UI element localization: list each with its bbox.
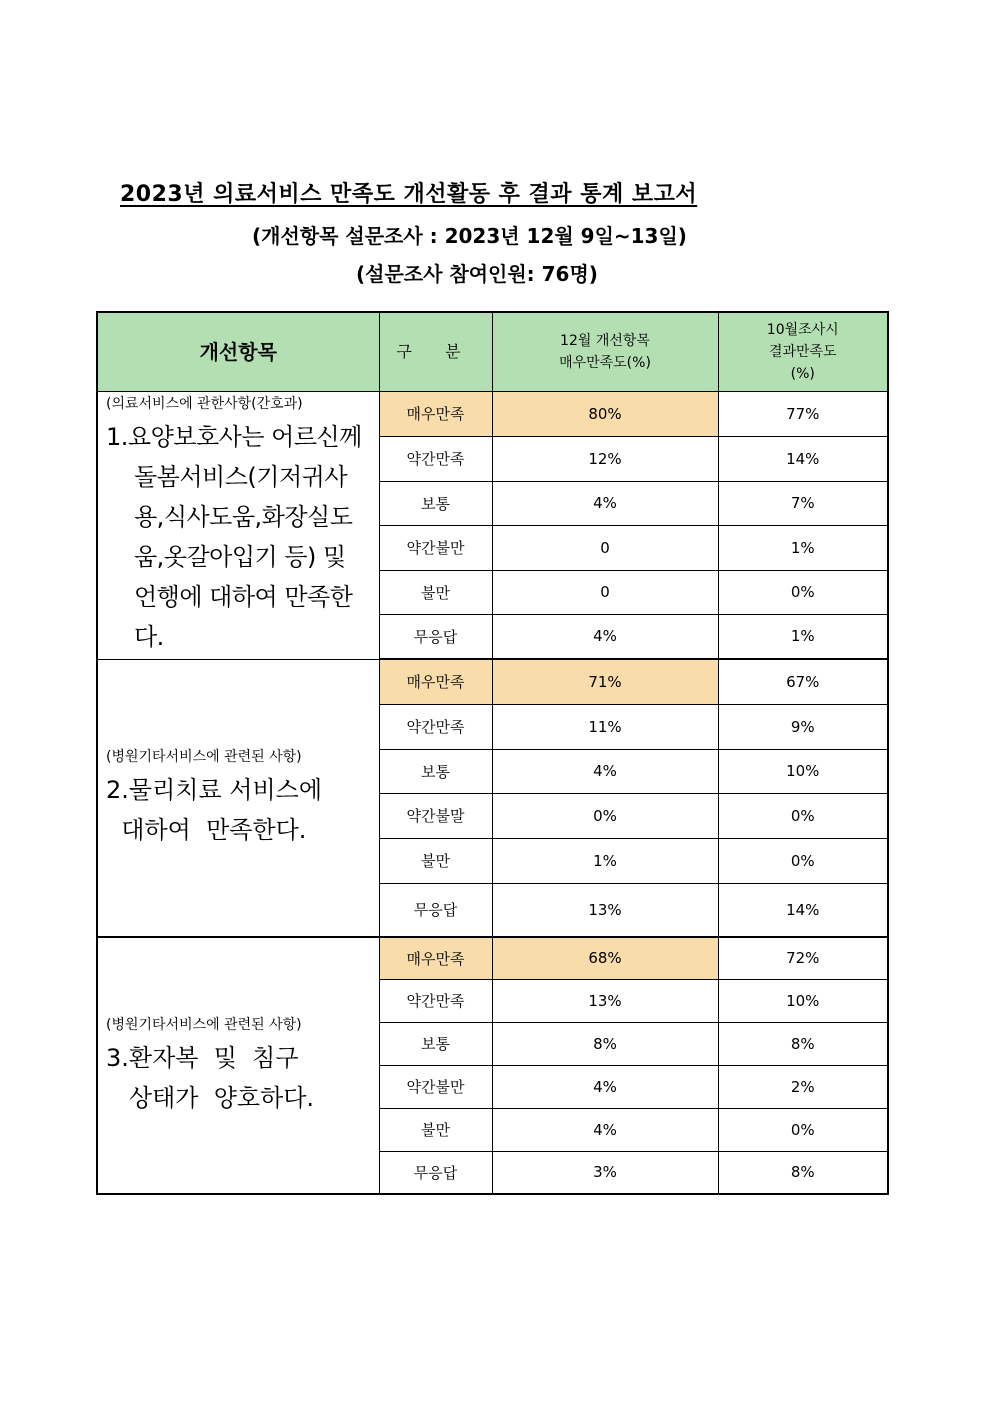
category-cell: 약간만족 <box>379 979 492 1022</box>
december-value: 13% <box>492 883 718 937</box>
header-october-line3: (%) <box>790 365 815 382</box>
october-value: 0% <box>718 838 888 883</box>
report-title: 2023년 의료서비스 만족도 개선활동 후 결과 통계 보고서 <box>120 182 698 207</box>
october-value: 14% <box>718 883 888 937</box>
october-value: 2% <box>718 1065 888 1108</box>
october-value: 1% <box>718 525 888 570</box>
question-cell-1 <box>97 391 379 659</box>
category-cell: 약간불말 <box>379 793 492 838</box>
category-cell: 보통 <box>379 749 492 793</box>
october-value: 8% <box>718 1022 888 1065</box>
question-cell-2 <box>97 659 379 937</box>
october-value: 0% <box>718 1108 888 1151</box>
october-value: 0% <box>718 793 888 838</box>
table-row <box>97 937 888 979</box>
october-value: 10% <box>718 749 888 793</box>
december-value: 4% <box>492 749 718 793</box>
december-value: 0% <box>492 793 718 838</box>
december-value: 13% <box>492 979 718 1022</box>
december-value: 8% <box>492 1022 718 1065</box>
header-december-line1: 12월 개선항목 <box>560 332 650 349</box>
question-cell-3 <box>97 937 379 1194</box>
october-value: 77% <box>718 391 888 436</box>
category-cell: 약간불만 <box>379 1065 492 1108</box>
december-value: 3% <box>492 1151 718 1194</box>
october-value: 8% <box>718 1151 888 1194</box>
category-cell: 약간불만 <box>379 525 492 570</box>
category-cell: 불만 <box>379 838 492 883</box>
category-cell: 약간만족 <box>379 704 492 749</box>
header-item: 개선항목 <box>97 312 379 391</box>
category-cell: 보통 <box>379 481 492 525</box>
december-value: 4% <box>492 481 718 525</box>
category-cell: 약간만족 <box>379 436 492 481</box>
header-category: 구 분 <box>379 312 492 391</box>
october-value: 0% <box>718 570 888 614</box>
category-cell: 무응답 <box>379 1151 492 1194</box>
october-value: 67% <box>718 659 888 704</box>
december-value: 11% <box>492 704 718 749</box>
question-3-text: 3.환자복 및 침구 상태가 양호하다. <box>106 1043 315 1112</box>
category-cell: 무응답 <box>379 614 492 659</box>
category-cell: 무응답 <box>379 883 492 937</box>
question-1-text: 1.요양보호사는 어르신께 돌봄서비스(기저귀사용,식사도움,화장실도움,옷갈아입기 등) 및 언행에 대하여 만족한다. <box>106 423 362 651</box>
october-value: 7% <box>718 481 888 525</box>
category-cell: 불만 <box>379 570 492 614</box>
december-value: 4% <box>492 1108 718 1151</box>
december-value: 4% <box>492 1065 718 1108</box>
october-value: 10% <box>718 979 888 1022</box>
october-value: 14% <box>718 436 888 481</box>
question-3-category: (병원기타서비스에 관련된 사항) <box>106 1016 302 1033</box>
december-value: 12% <box>492 436 718 481</box>
december-value: 71% <box>492 659 718 704</box>
question-1-category: (의료서비스에 관한사항(간호과) <box>106 396 303 412</box>
december-value: 1% <box>492 838 718 883</box>
question-2-category: (병원기타서비스에 관련된 사항) <box>106 748 302 765</box>
category-cell: 매우만족 <box>379 391 492 436</box>
header-december <box>492 312 718 391</box>
october-value: 9% <box>718 704 888 749</box>
header-row <box>97 312 888 391</box>
header-october <box>718 312 888 391</box>
category-cell: 보통 <box>379 1022 492 1065</box>
participant-count: (설문조사 참여인원: 76명) <box>356 262 598 286</box>
survey-period: (개선항목 설문조사 : 2023년 12월 9일~13일) <box>252 224 687 248</box>
december-value: 4% <box>492 614 718 659</box>
header-december-line2: 매우만족도(%) <box>559 354 651 371</box>
header-october-line2: 결과만족도 <box>768 343 837 360</box>
december-value: 68% <box>492 937 718 979</box>
october-value: 72% <box>718 937 888 979</box>
header-october-line1: 10월조사시 <box>766 321 839 338</box>
table-row <box>97 391 888 436</box>
results-table <box>96 311 889 1195</box>
table-row <box>97 659 888 704</box>
category-cell: 매우만족 <box>379 659 492 704</box>
december-value: 0 <box>492 570 718 614</box>
december-value: 0 <box>492 525 718 570</box>
category-cell: 매우만족 <box>379 937 492 979</box>
december-value: 80% <box>492 391 718 436</box>
category-cell: 불만 <box>379 1108 492 1151</box>
october-value: 1% <box>718 614 888 659</box>
question-2-text: 2.물리치료 서비스에 대하여 만족한다. <box>106 775 322 844</box>
